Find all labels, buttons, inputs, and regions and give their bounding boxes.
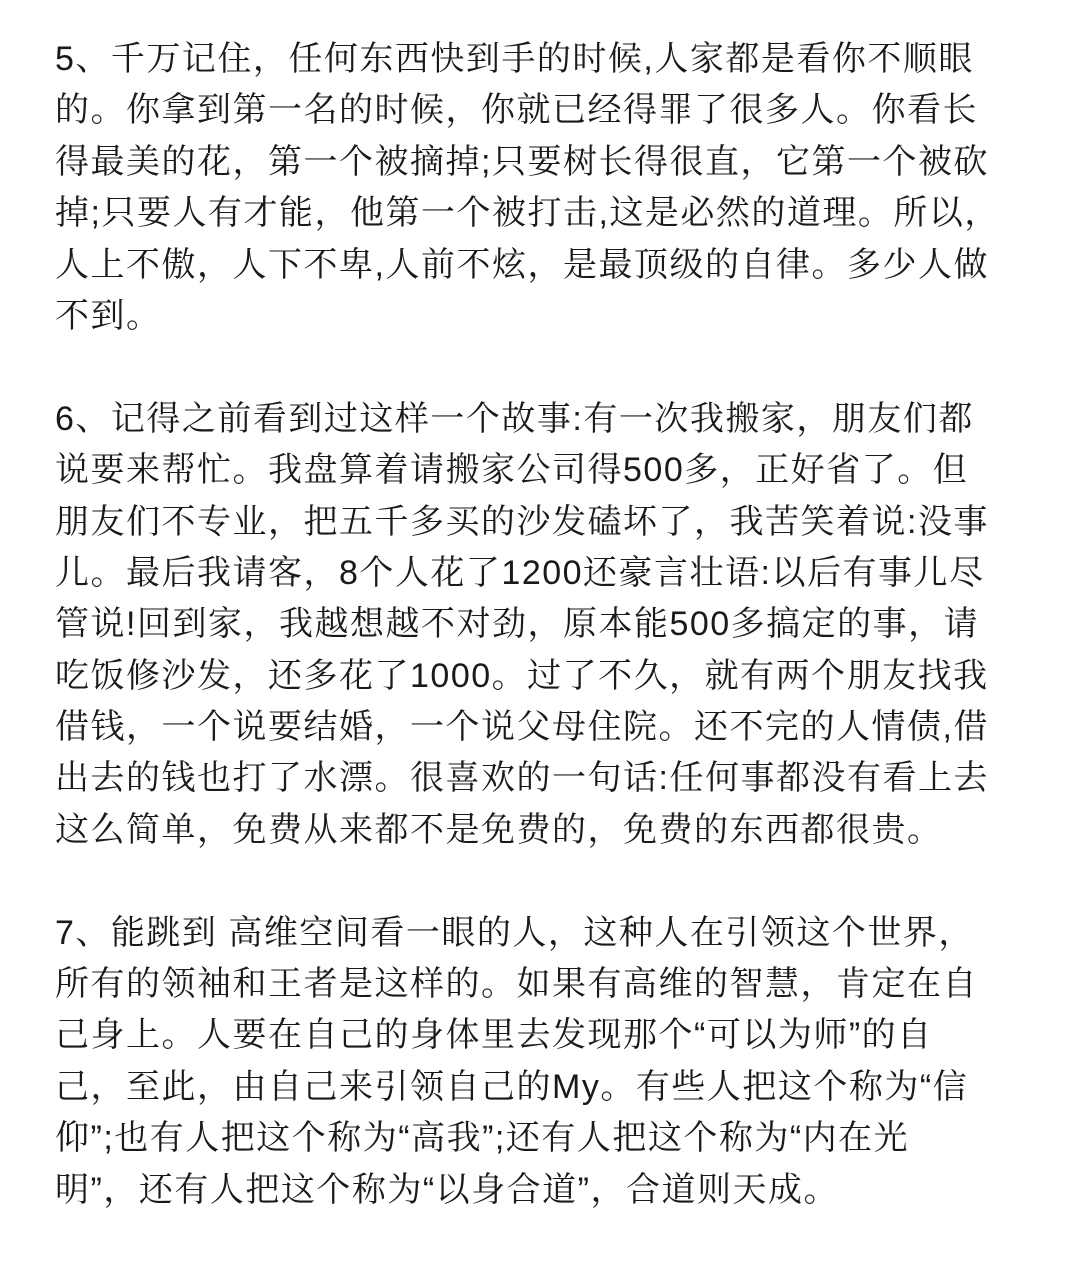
text-line: 出去的钱也打了水漂。很喜欢的一句话:任何事都没有看上去 bbox=[55, 759, 989, 798]
paragraph-5 bbox=[55, 34, 1045, 342]
text-line: 得最美的花，第一个被摘掉;只要树长得很直，它第一个被砍 bbox=[55, 142, 989, 181]
text-line: 管说!回到家，我越想越不对劲，原本能500多搞定的事，请 bbox=[55, 605, 980, 644]
text-line: 说要来帮忙。我盘算着请搬家公司得500多，正好省了。但 bbox=[55, 451, 969, 490]
text-line: 己身上。人要在自己的身体里去发现那个“可以为师”的自 bbox=[55, 1016, 933, 1055]
paragraph-6 bbox=[55, 394, 1045, 857]
text-line: 所有的领袖和王者是这样的。如果有高维的智慧，肯定在自 bbox=[55, 965, 978, 1004]
text-line: 朋友们不专业，把五千多买的沙发磕坏了，我苦笑着说:没事 bbox=[55, 502, 989, 541]
text-line: 5、千万记住，任何东西快到手的时候,人家都是看你不顺眼 bbox=[55, 40, 974, 78]
text-line: 己，至此，由自己来引领自己的My。有些人把这个称为“信 bbox=[55, 1067, 969, 1106]
article-body bbox=[55, 34, 1045, 1267]
text-line: 的。你拿到第一名的时候，你就已经得罪了很多人。你看长 bbox=[55, 91, 978, 130]
text-line: 掉;只要人有才能，他第一个被打击,这是必然的道理。所以， bbox=[55, 194, 1000, 233]
text-line: 儿。最后我请客，8个人花了1200还豪言壮语:以后有事儿尽 bbox=[55, 553, 985, 592]
text-line: 不到。 bbox=[55, 296, 162, 335]
paragraph-7 bbox=[55, 908, 1045, 1216]
text-line: 明”，还有人把这个称为“以身合道”，合道则天成。 bbox=[55, 1170, 839, 1209]
text-line: 7、能跳到 高维空间看一眼的人，这种人在引领这个世界， bbox=[55, 913, 974, 952]
text-line: 仰”;也有人把这个称为“高我”;还有人把这个称为“内在光 bbox=[55, 1119, 910, 1158]
text-line: 这么简单，免费从来都不是免费的，免费的东西都很贵。 bbox=[55, 810, 943, 849]
text-line: 借钱，一个说要结婚，一个说父母住院。还不完的人情债,借 bbox=[55, 708, 989, 747]
text-line: 人上不傲，人下不卑,人前不炫，是最顶级的自律。多少人做 bbox=[55, 245, 989, 284]
text-line: 6、记得之前看到过这样一个故事:有一次我搬家，朋友们都 bbox=[55, 399, 974, 438]
text-line: 吃饭修沙发，还多花了1000。过了不久，就有两个朋友找我 bbox=[55, 656, 989, 695]
